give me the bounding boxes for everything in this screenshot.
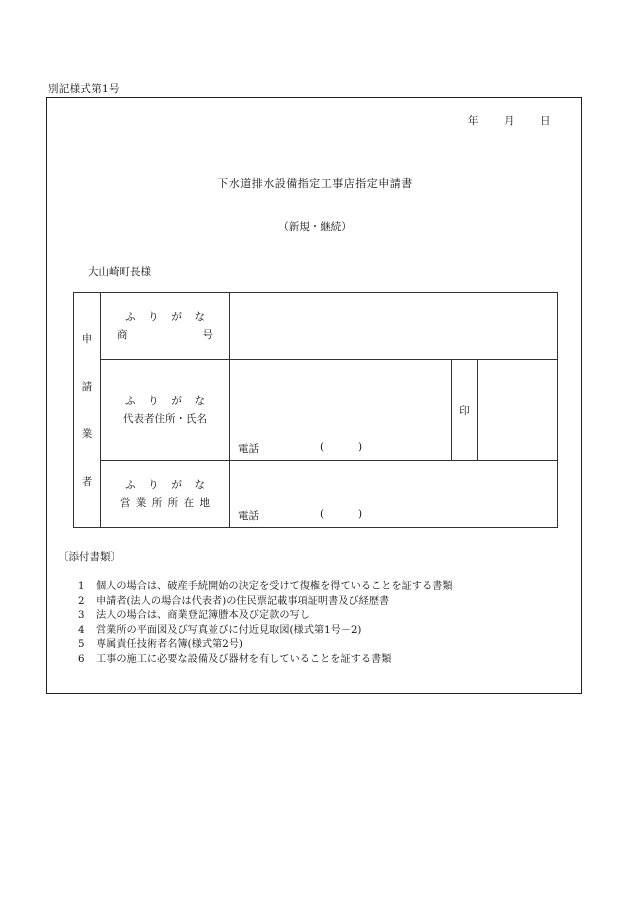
phone-paren-open: ( [320, 441, 325, 453]
date-line [468, 113, 551, 128]
list-item [78, 653, 453, 668]
office-label-cell [101, 461, 230, 528]
furigana-char: な [194, 395, 205, 407]
seal-label: 印 [459, 404, 470, 417]
phone-label: 電話 [238, 510, 259, 522]
label-char: 業 [135, 497, 147, 509]
side-char: 者 [81, 475, 93, 488]
item-number: 5 [78, 639, 85, 651]
attachments-heading: 〔添付書類〕 [58, 551, 121, 563]
phone-paren-open: ( [320, 508, 325, 520]
representative-furigana [125, 392, 205, 410]
applicant-table [73, 292, 558, 528]
office-label [120, 494, 210, 512]
item-number: 3 [78, 610, 85, 622]
label-char: 在 [183, 497, 195, 509]
furigana-char: な [194, 311, 205, 323]
furigana-char: が [171, 479, 182, 491]
list-item [78, 595, 453, 610]
furigana-char: ふ [125, 311, 136, 323]
list-item [78, 609, 453, 624]
representative-phone [238, 441, 362, 456]
furigana-char: り [148, 479, 159, 491]
label-char: 所 [167, 497, 179, 509]
trade-name-label [117, 326, 213, 344]
label-char: 号 [202, 329, 213, 341]
list-item [78, 580, 453, 595]
item-text: 個人の場合は、破産手続開始の決定を受けて復権を得ていることを証する書類 [96, 581, 453, 592]
furigana-char: な [194, 479, 205, 491]
furigana-char: が [171, 395, 182, 407]
addressee: 大山崎町長様 [88, 266, 151, 278]
document-title: 下水道排水設備指定工事店指定申請書 [217, 177, 413, 190]
office-phone [238, 508, 362, 523]
furigana-char: ふ [125, 395, 136, 407]
date-year-label: 年 [468, 115, 479, 127]
phone-paren-close: ) [358, 508, 363, 520]
representative-label-cell [101, 360, 230, 461]
list-item [78, 624, 453, 639]
office-field[interactable] [230, 461, 558, 528]
seal-cell [452, 360, 478, 461]
label-char: 地 [199, 497, 210, 509]
office-furigana [125, 476, 205, 494]
furigana-char: り [148, 311, 159, 323]
item-number: 4 [78, 624, 85, 636]
item-text: 法人の場合は、商業登記簿謄本及び定款の写し [96, 610, 310, 622]
label-char: 商 [117, 329, 128, 341]
list-item [78, 638, 453, 653]
side-char: 業 [81, 428, 93, 441]
label-char: 営 [120, 497, 131, 509]
form-number: 別記様式第1号 [48, 83, 120, 95]
furigana-char: ふ [125, 479, 136, 491]
label-char: 所 [151, 497, 163, 509]
applicant-side-label [74, 293, 101, 528]
furigana-char: が [171, 311, 182, 323]
side-char: 申 [81, 333, 93, 346]
item-text: 申請者(法人の場合は代表者)の住民票記載事項証明書及び経歴書 [96, 595, 390, 607]
representative-field[interactable] [230, 360, 452, 461]
phone-label: 電話 [238, 443, 259, 455]
phone-paren-close: ) [358, 441, 363, 453]
item-number: 6 [78, 653, 85, 665]
date-day-label: 日 [540, 115, 551, 127]
item-number: 2 [78, 595, 85, 607]
document-subtitle: （新規・継続） [278, 221, 352, 233]
seal-stamp-area[interactable] [478, 360, 558, 461]
trade-name-furigana [125, 308, 205, 326]
representative-label: 代表者住所・氏名 [123, 413, 207, 425]
item-number: 1 [78, 581, 85, 592]
attachments-list [78, 580, 453, 668]
side-char: 請 [81, 380, 93, 393]
item-text: 専属責任技術者名簿(様式第2号) [96, 639, 243, 651]
item-text: 営業所の平面図及び写真並びに付近見取図(様式第1号－2) [96, 624, 362, 636]
date-month-label: 月 [504, 115, 515, 127]
furigana-char: り [148, 395, 159, 407]
trade-name-label-cell [101, 293, 230, 360]
item-text: 工事の施工に必要な設備及び器材を有していることを証する書類 [96, 653, 392, 665]
trade-name-field[interactable] [230, 293, 558, 360]
